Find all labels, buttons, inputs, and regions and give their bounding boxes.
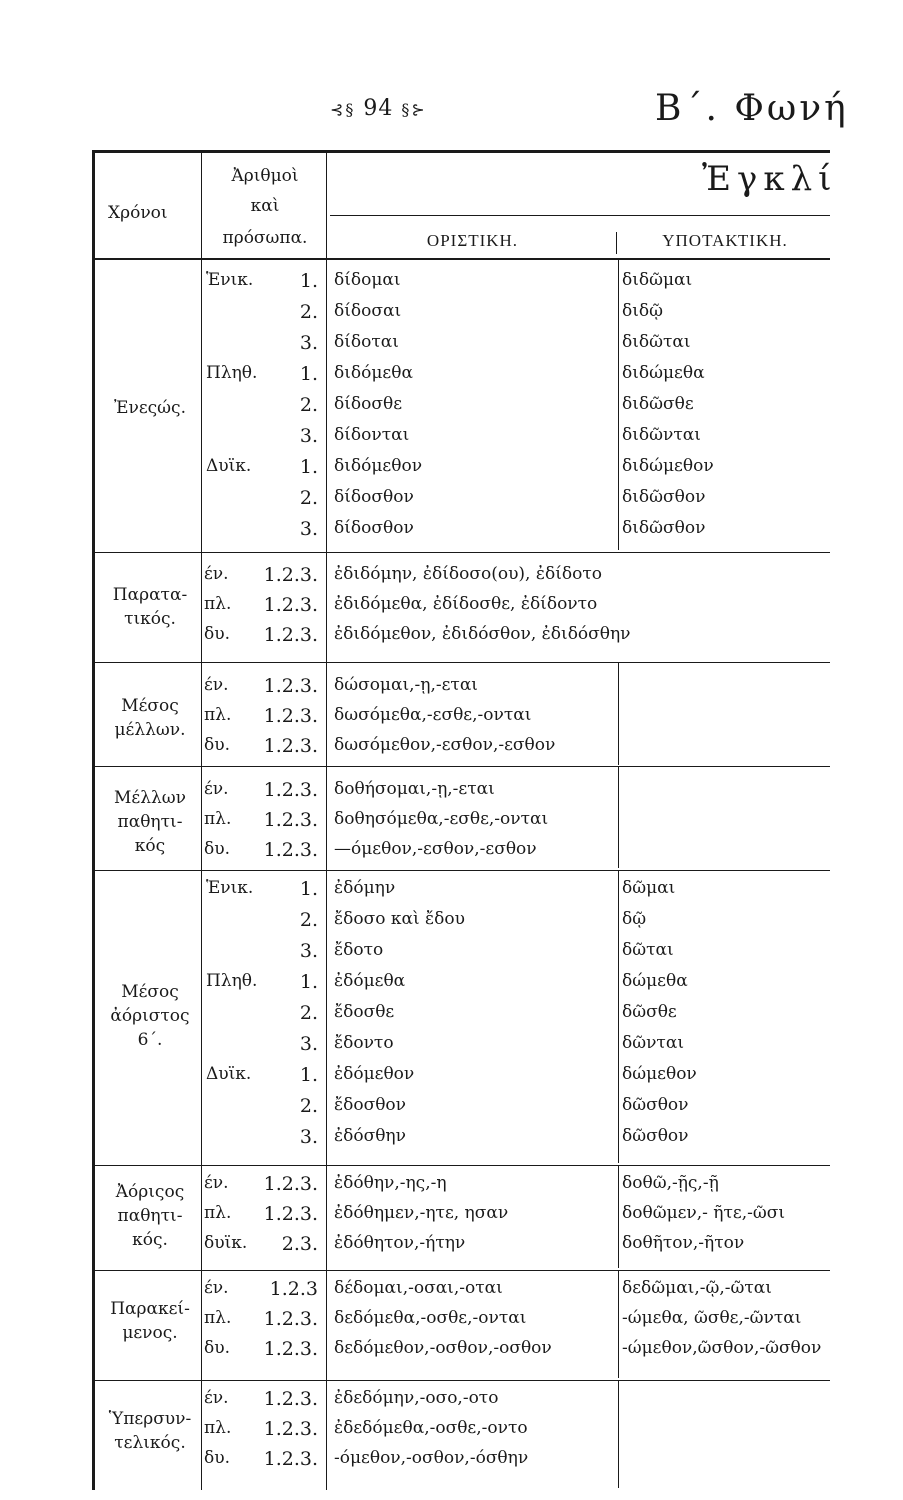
person-label-5-0: 1.2.3. [263,1173,318,1195]
number-label-0-6: Δυϊκ. [206,456,252,476]
section-rule-0 [92,552,830,553]
number-label-5-0: έν. [204,1173,229,1193]
person-label-0-7: 2. [299,487,318,509]
person-label-4-3: 1. [299,971,318,993]
person-label-1-2: 1.2.3. [263,624,318,646]
indicative-form-4-1: ἔδοσο καὶ ἔδου [334,909,465,929]
person-label-4-5: 3. [299,1033,318,1055]
tense-label-1-line-0: Παρατα- [112,585,188,605]
indicative-header: ΟΡΙΣΤΙΚΗ. [426,231,519,250]
indicative-form-2-2: δωσόμεθον,-εσθον,-εσθον [334,735,556,755]
tense-label-2-line-0: Μέσος [121,696,179,716]
indicative-form-4-5: ἔδοντο [334,1033,394,1053]
indicative-form-5-2: ἐδόθητον,-ήτην [334,1233,466,1253]
person-label-7-2: 1.2.3. [263,1448,318,1470]
indicative-form-3-0: δοθήσομαι,-ῃ,-εται [334,779,495,799]
tense-label-5-line-2: κός. [132,1230,168,1250]
tense-label-0-line-0: Ἐνεςώς. [114,397,186,418]
number-label-4-3: Πληθ. [206,971,258,991]
subjunctive-header: ΥΠΟΤΑΚΤΙΚΗ. [662,231,788,250]
indicative-form-5-0: ἐδόθην,-ης,-η [334,1173,447,1193]
person-label-0-8: 3. [299,518,318,540]
person-label-6-2: 1.2.3. [263,1338,318,1360]
tense-label-1-line-1: τικός. [124,609,176,629]
person-label-0-6: 1. [299,456,318,478]
person-label-3-0: 1.2.3. [263,779,318,801]
person-label-2-2: 1.2.3. [263,735,318,757]
indicative-form-0-2: δίδοται [334,332,399,352]
indicative-form-4-4: ἔδοσθε [334,1002,395,1022]
person-label-0-1: 2. [299,301,318,323]
person-label-2-0: 1.2.3. [263,675,318,697]
number-label-2-2: δυ. [204,735,230,755]
numbers-header-line-3: πρόσωπα. [222,228,308,248]
numbers-header-line-1: Ἀριθμοὶ [231,166,299,186]
indicative-form-6-1: δεδόμεθα,-οσθε,-ονται [334,1308,527,1328]
indicative-subjunctive-divider [616,232,617,254]
person-label-4-8: 3. [299,1126,318,1148]
indicative-form-4-2: ἔδοτο [334,940,384,960]
subjunctive-form-4-4: δῶσθε [622,1002,677,1022]
tense-label-6-line-0: Παρακεί- [110,1299,190,1319]
person-label-0-0: 1. [299,270,318,292]
person-label-4-1: 2. [299,909,318,931]
indicative-form-2-1: δωσόμεθα,-εσθε,-ονται [334,705,532,725]
subjunctive-form-4-0: δῶμαι [622,878,676,898]
indicative-form-1-1: ἐδιδόμεθα, ἐδίδοσθε, ἐδίδοντο [334,594,598,614]
person-label-5-2: 2.3. [281,1233,318,1255]
subjunctive-divider-7 [618,1380,619,1488]
subjunctive-form-0-7: διδῶσθον [622,487,706,507]
subjunctive-form-0-0: διδῶμαι [622,270,693,290]
indicative-form-0-0: δίδομαι [334,270,401,290]
subjunctive-form-4-1: δῷ [622,909,647,929]
person-label-1-1: 1.2.3. [263,594,318,616]
subjunctive-form-5-0: δοθῶ,-ῇς,-ῇ [622,1173,719,1193]
number-label-0-0: Ἑνικ. [206,270,254,290]
subjunctive-divider-0 [618,260,619,550]
person-label-6-0: 1.2.3 [269,1278,318,1300]
tense-label-5-line-1: παθητι- [117,1206,183,1226]
number-label-4-0: Ἑνικ. [206,878,254,898]
tense-label-7-line-0: Ὑπερσυν- [108,1409,192,1429]
tense-label-4-line-0: Μέσος [121,981,179,1002]
subjunctive-form-0-5: διδῶνται [622,425,701,445]
indicative-form-3-1: δοθησόμεθα,-εσθε,-ονται [334,809,549,829]
indicative-form-7-1: ἐδεδόμεθα,-οσθε,-οντο [334,1418,528,1438]
tense-label-3-line-1: παθητι- [117,812,183,832]
number-label-6-0: έν. [204,1278,229,1298]
person-label-2-1: 1.2.3. [263,705,318,727]
indicative-form-2-0: δώσομαι,-ῃ,-εται [334,675,478,695]
tense-label-2-line-1: μέλλων. [114,720,186,740]
right-ornament: §⊱ [401,100,427,119]
indicative-form-0-7: δίδοσθον [334,487,414,507]
indicative-form-0-3: διδόμεθα [334,363,413,383]
number-label-4-6: Δυϊκ. [206,1064,252,1084]
page-number: 94 [363,96,394,121]
subjunctive-form-6-1: -ώμεθα, ῶσθε,-ῶνται [622,1308,802,1328]
number-label-5-2: δυϊκ. [204,1233,248,1253]
top-rule [92,150,830,153]
person-label-4-7: 2. [299,1095,318,1117]
person-label-0-4: 2. [299,394,318,416]
number-label-6-2: δυ. [204,1338,230,1358]
tense-label-3-line-2: κός [134,836,166,856]
subjunctive-form-4-8: δῶσθον [622,1126,689,1146]
header-bottom-rule [92,258,830,260]
number-label-2-0: έν. [204,675,229,695]
subjunctive-form-6-0: δεδῶμαι,-ῷ,-ῶται [622,1278,772,1298]
indicative-form-5-1: ἐδόθημεν,-ητε, ησαν [334,1203,509,1223]
mood-underline [330,215,830,216]
person-label-4-4: 2. [299,1002,318,1024]
indicative-form-0-5: δίδονται [334,425,410,445]
person-label-6-1: 1.2.3. [263,1308,318,1330]
left-ornament: ⊰§ [330,100,356,119]
section-rule-2 [92,766,830,767]
subjunctive-form-4-2: δῶται [622,940,674,960]
person-label-1-0: 1.2.3. [263,564,318,586]
person-label-7-1: 1.2.3. [263,1418,318,1440]
indicative-form-6-0: δέδομαι,-οσαι,-οται [334,1278,503,1298]
subjunctive-form-0-6: διδώμεθον [622,456,714,476]
subjunctive-form-4-6: δώμεθον [622,1064,697,1084]
person-label-5-1: 1.2.3. [263,1203,318,1225]
person-label-0-3: 1. [299,363,318,385]
subjunctive-form-0-3: διδώμεθα [622,363,705,383]
number-label-7-0: έν. [204,1388,229,1408]
indicative-form-1-2: ἐδιδόμεθον, ἐδιδόσθον, ἐδιδόσθην [334,624,631,644]
indicative-form-7-2: -όμεθον,-οσθον,-όσθην [334,1448,529,1468]
subjunctive-form-4-3: δώμεθα [622,971,688,991]
persons-divider [326,150,327,1490]
indicative-form-0-1: δίδοσαι [334,301,402,321]
person-label-3-2: 1.2.3. [263,839,318,861]
page-header [330,96,427,121]
section-rule-6 [92,1380,830,1381]
number-label-1-2: δυ. [204,624,230,644]
number-label-6-1: πλ. [204,1308,232,1328]
numbers-header-line-2: καὶ [250,196,280,216]
subjunctive-divider-3 [618,766,619,868]
indicative-form-4-6: ἐδόμεθον [334,1064,415,1084]
number-label-0-3: Πληθ. [206,363,258,383]
indicative-form-0-8: δίδοσθον [334,518,414,538]
indicative-form-0-4: δίδοσθε [334,394,403,414]
number-label-3-1: πλ. [204,809,232,829]
indicative-form-7-0: ἐδεδόμην,-οσο,-οτο [334,1388,499,1408]
indicative-form-0-6: διδόμεθον [334,456,423,476]
tense-label-6-line-1: μενος. [122,1323,178,1343]
number-label-7-1: πλ. [204,1418,232,1438]
section-rule-4 [92,1165,830,1166]
person-label-0-2: 3. [299,332,318,354]
subjunctive-divider-6 [618,1270,619,1378]
indicative-form-4-3: ἐδόμεθα [334,971,406,991]
subjunctive-form-4-5: δῶνται [622,1033,684,1053]
subjunctive-divider-5 [618,1165,619,1268]
number-label-1-0: έν. [204,564,229,584]
indicative-form-3-2: —όμεθον,-εσθον,-εσθον [334,839,537,859]
subjunctive-form-4-7: δῶσθον [622,1095,689,1115]
subjunctive-form-5-1: δοθῶμεν,- ῆτε,-ῶσι [622,1203,785,1223]
tense-label-4-line-2: 6΄. [137,1029,163,1050]
number-label-7-2: δυ. [204,1448,230,1468]
tense-label-5-line-0: Ἀόριςος [115,1182,185,1202]
indicative-form-4-7: ἔδοσθον [334,1095,407,1115]
section-rule-1 [92,662,830,663]
section-rule-3 [92,870,830,871]
indicative-form-6-2: δεδόμεθον,-οσθον,-οσθον [334,1338,552,1358]
running-title: Β΄. Φωνή [655,88,849,129]
person-label-0-5: 3. [299,425,318,447]
indicative-form-4-0: ἐδόμην [334,878,396,898]
mood-group-header: Ἐγκλί [702,159,838,199]
section-rule-5 [92,1270,830,1271]
indicative-form-4-8: ἐδόσθην [334,1126,406,1146]
number-label-3-0: έν. [204,779,229,799]
subjunctive-form-6-2: -ώμεθον,ῶσθον,-ῶσθον [622,1338,822,1358]
number-label-5-1: πλ. [204,1203,232,1223]
subjunctive-form-0-8: διδῶσθον [622,518,706,538]
indicative-form-1-0: ἐδιδόμην, ἐδίδοσο(ου), ἐδίδοτο [334,564,602,584]
person-label-3-1: 1.2.3. [263,809,318,831]
person-label-4-2: 3. [299,940,318,962]
subjunctive-form-0-1: διδῷ [622,301,663,321]
number-label-3-2: δυ. [204,839,230,859]
subjunctive-divider-2 [618,662,619,765]
subjunctive-form-0-2: διδῶται [622,332,691,352]
tense-label-4-line-1: ἀόριστος [110,1005,190,1026]
tense-label-3-line-0: Μέλλων [114,788,186,808]
subjunctive-form-0-4: διδῶσθε [622,394,694,414]
subjunctive-form-5-2: δοθῆτον,-ῆτον [622,1233,745,1253]
number-label-1-1: πλ. [204,594,232,614]
person-label-4-6: 1. [299,1064,318,1086]
tense-label-7-line-1: τελικός. [114,1433,186,1453]
subjunctive-divider-4 [618,870,619,1163]
tenses-header: Χρόνοι [108,203,168,223]
number-label-2-1: πλ. [204,705,232,725]
person-label-4-0: 1. [299,878,318,900]
person-label-7-0: 1.2.3. [263,1388,318,1410]
